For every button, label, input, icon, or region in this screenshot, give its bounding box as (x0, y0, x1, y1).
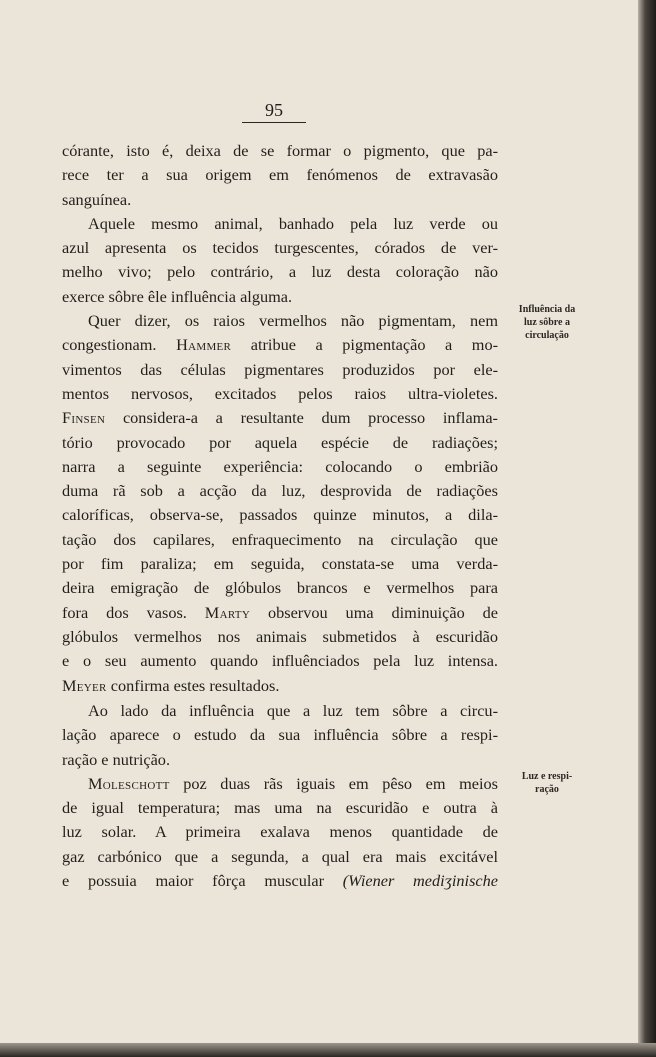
text-line (62, 601, 498, 625)
text-fragment: confirma estes resultados. (110, 675, 280, 695)
page-bottom-shadow (0, 1043, 656, 1057)
text-line: rece ter a sua origem em fenómenos de extravasão (62, 165, 498, 185)
text-line: Ao lado da influência que a luz tem sôbre a circu- (88, 701, 498, 720)
text-line: luz solar. A primeira exalava menos quantidade de (62, 822, 498, 842)
text-line: exerce sôbre êle influência alguma. (62, 286, 293, 306)
text-line: melho vivo; pelo contrário, a luz desta coloração não (62, 262, 498, 282)
citation: (Wiener mediʒinische (342, 871, 498, 891)
margin-note-respiration (506, 770, 588, 796)
margin-note-line: circulação (525, 330, 569, 341)
text-line: duma rã sob a acção da luz, desprovida de radiações (62, 481, 498, 501)
paragraph-block-2 (62, 699, 498, 893)
text-fragment: fora dos vasos. (62, 602, 187, 622)
page-number: 95 (242, 98, 306, 123)
text-line: Quer dizer, os raios vermelhos não pigmentam, nem (88, 311, 498, 331)
text-fragment: poz duas rãs iguais em pêso em meios (183, 773, 498, 793)
text-line: ração e nutrição. (62, 749, 171, 769)
author-name: Hammer (176, 335, 232, 355)
text-line: por fim paraliza; em seguida, constata-se uma verda- (62, 554, 498, 574)
text-line: glóbulos vermelhos nos animais submetidos à escuridão (62, 626, 498, 646)
margin-note-line: ração (535, 784, 559, 795)
text-line: e o seu aumento quando influênciados pela luz intensa. (62, 651, 498, 671)
text-line (62, 869, 498, 893)
text-line: deira emigração de glóbulos brancos e vermelhos para (62, 578, 498, 598)
margin-note-circulation (506, 303, 588, 342)
text-line: caloríficas, observa-se, passados quinze minutos, a dila- (62, 505, 498, 525)
author-name: Marty (204, 602, 251, 622)
text-line: gaz carbónico que a segunda, a qual era mais excitável (62, 846, 498, 866)
margin-note-line: Luz e respi- (521, 771, 573, 782)
margin-note-line: luz sôbre a (524, 317, 570, 328)
text-fragment: e possuia maior fôrça muscular (62, 871, 325, 891)
margin-note-line: Influência da (518, 304, 576, 315)
text-line: Aquele mesmo animal, banhado pela luz verde ou (88, 213, 498, 233)
text-fragment: atribue a pigmentação a mo- (250, 335, 498, 355)
page-edge-shadow (638, 0, 656, 1057)
text-line (62, 674, 498, 698)
text-line: lação aparece o estudo da sua influência sôbre a respi- (62, 725, 498, 745)
text-line: de igual temperatura; mas uma na escuridão e outra à (62, 798, 498, 818)
text-line (62, 406, 498, 430)
text-line: tação dos capilares, enfraquecimento na circulação que (62, 529, 498, 549)
text-line: mentos nervosos, excitados pelos raios ultra-violetes. (62, 383, 498, 403)
author-name: Finsen (62, 408, 106, 428)
text-fragment: congestionam. (62, 335, 157, 355)
text-line: sanguínea. (62, 189, 132, 209)
author-name: Meyer (62, 675, 107, 695)
text-line: córante, isto é, deixa de se formar o pigmento, que pa- (62, 141, 498, 160)
text-line (62, 772, 498, 796)
text-line: vimentos das células pigmentares produzidos por ele- (62, 359, 498, 379)
text-fragment: observou uma diminuição de (267, 602, 498, 622)
text-fragment: considera-a a resultante dum processo inflama- (122, 408, 498, 428)
text-line: azul apresenta os tecidos turgescentes, córados de ver- (62, 238, 498, 258)
paragraph-block-1 (62, 139, 498, 698)
text-line (62, 333, 498, 357)
author-name: Moleschott (88, 773, 170, 793)
text-line: tório provocado por aquela espécie de radiações; (62, 432, 498, 452)
text-line: narra a seguinte experiência: colocando o embrião (62, 456, 498, 476)
